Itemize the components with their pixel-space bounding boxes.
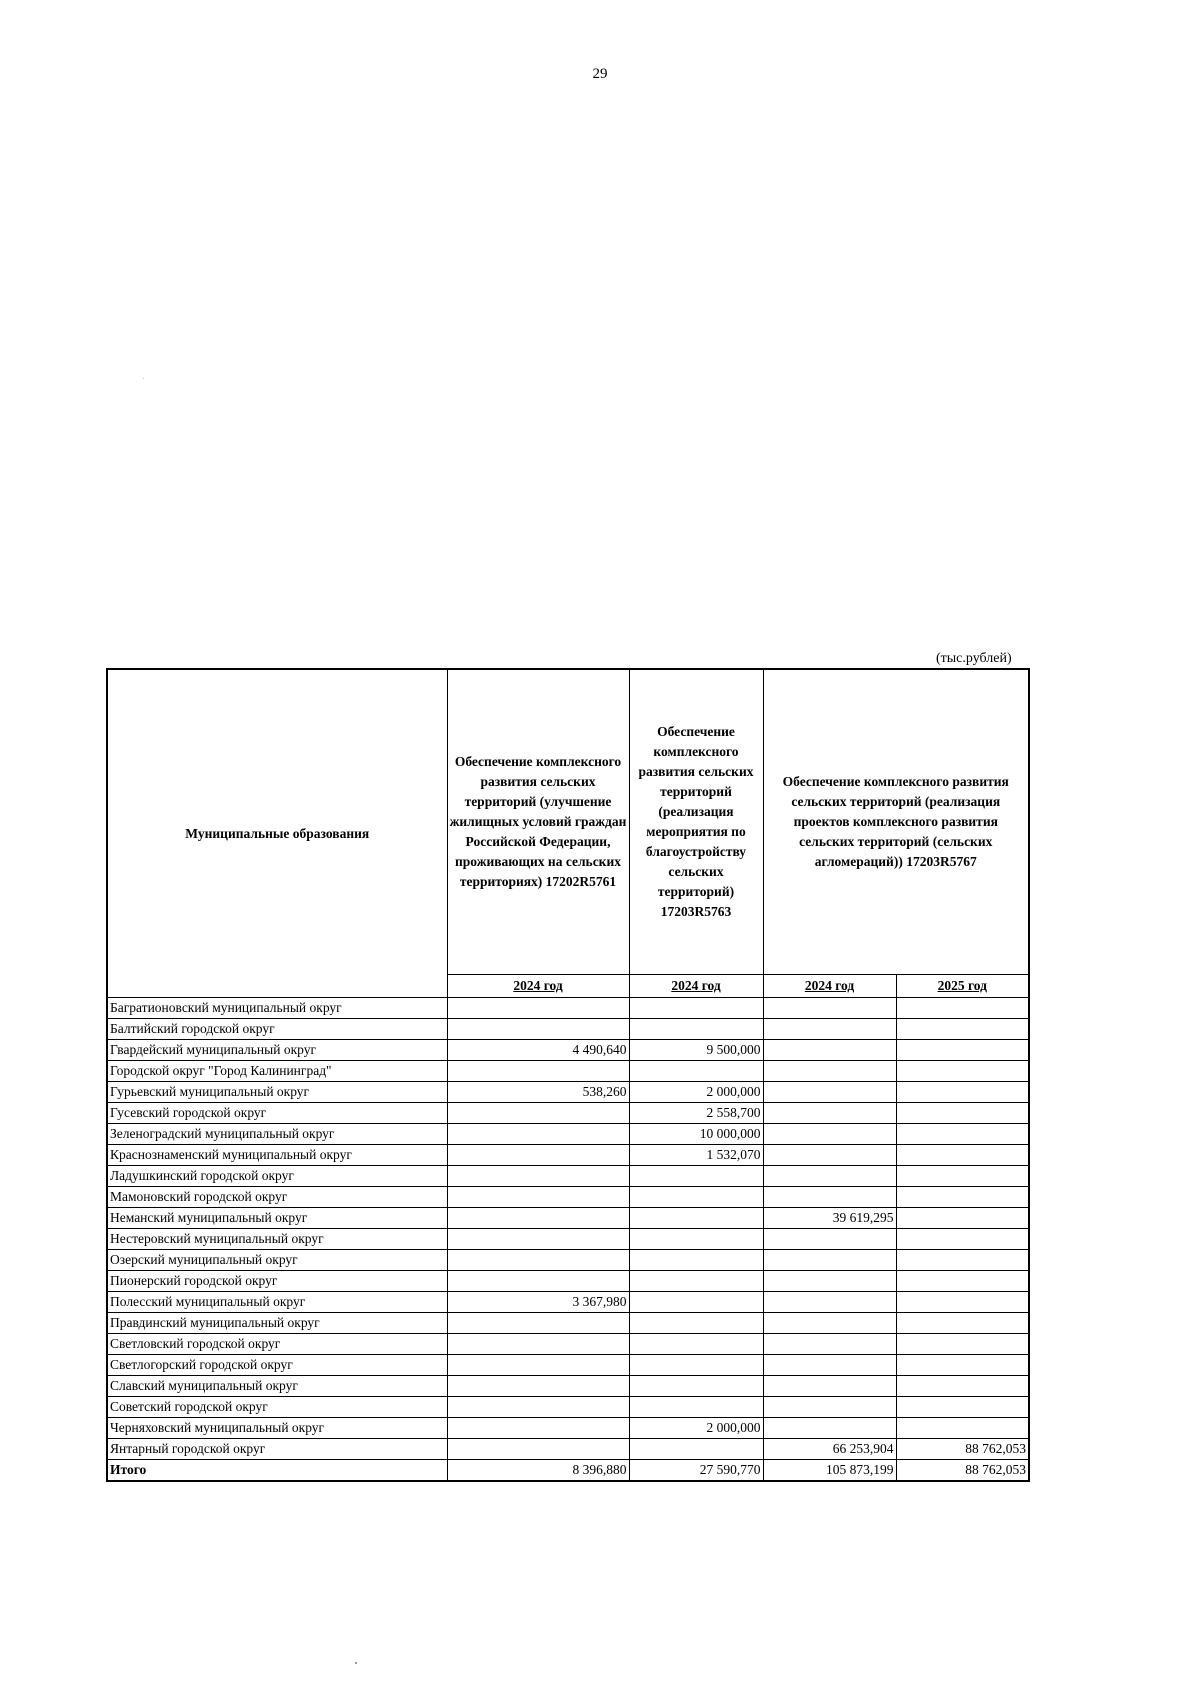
table-row [107,1313,1029,1334]
total-label: Итого [107,1460,447,1482]
table-row [107,1082,1029,1103]
table-row [107,1271,1029,1292]
value-cell [896,1334,1029,1355]
scan-speck [355,1662,357,1664]
value-cell [763,1166,896,1187]
header-row [107,669,1029,975]
value-cell [763,1397,896,1418]
value-cell [896,1124,1029,1145]
value-cell [896,1166,1029,1187]
municipality-name: Балтийский городской округ [107,1019,447,1040]
value-cell [896,1208,1029,1229]
value-cell: 2 000,000 [629,1082,763,1103]
value-cell: 2 000,000 [629,1418,763,1439]
value-cell [763,1103,896,1124]
value-cell [896,1292,1029,1313]
value-cell [447,1334,629,1355]
value-cell [447,1376,629,1397]
header-housing: Обеспечение комплексного развития сельских территорий (улучшение жилищных условий граждан Российской Федерации, проживающих на сельских территориях) 17202R5761 [447,669,629,975]
value-cell [629,1166,763,1187]
municipality-name: Светловский городской округ [107,1334,447,1355]
value-cell [763,1292,896,1313]
value-cell [447,1271,629,1292]
table-row [107,1334,1029,1355]
value-cell: 39 619,295 [763,1208,896,1229]
value-cell [763,1418,896,1439]
value-cell [896,1313,1029,1334]
value-cell [763,1250,896,1271]
value-cell [447,1250,629,1271]
value-cell: 4 490,640 [447,1040,629,1061]
scan-speck [143,378,144,379]
table-row [107,998,1029,1019]
value-cell [447,1313,629,1334]
year-cell: 2024 год [447,975,629,998]
year-cell: 2024 год [763,975,896,998]
value-cell [896,1229,1029,1250]
budget-table [106,668,1030,1482]
value-cell [447,1019,629,1040]
value-cell [447,1103,629,1124]
value-cell [763,1145,896,1166]
value-cell: 1 532,070 [629,1145,763,1166]
table-row [107,1355,1029,1376]
value-cell [763,1082,896,1103]
table-row [107,1103,1029,1124]
municipality-name: Светлогорский городской округ [107,1355,447,1376]
value-cell [763,1271,896,1292]
municipality-name: Озерский муниципальный округ [107,1250,447,1271]
value-cell [896,1145,1029,1166]
value-cell [447,1229,629,1250]
value-cell [896,1271,1029,1292]
header-agglomerations: Обеспечение комплексного развития сельских территорий (реализация проектов комплексного развития сельских территорий (сельских агломераций)) 17203R5767 [763,669,1029,975]
value-cell [629,1355,763,1376]
page-number: 29 [592,66,608,82]
municipality-name: Неманский муниципальный округ [107,1208,447,1229]
value-cell [763,1061,896,1082]
value-cell [447,1166,629,1187]
value-cell [896,1250,1029,1271]
municipality-name: Мамоновский городской округ [107,1187,447,1208]
value-cell [629,1376,763,1397]
total-value: 105 873,199 [763,1460,896,1482]
value-cell [629,1397,763,1418]
value-cell [629,998,763,1019]
value-cell [763,1187,896,1208]
municipality-name: Багратионовский муниципальный округ [107,998,447,1019]
value-cell [629,1250,763,1271]
value-cell: 66 253,904 [763,1439,896,1460]
value-cell [896,1019,1029,1040]
value-cell [447,1208,629,1229]
value-cell [896,1376,1029,1397]
value-cell: 538,260 [447,1082,629,1103]
year-cell: 2024 год [629,975,763,998]
value-cell [629,1019,763,1040]
value-cell [447,1439,629,1460]
value-cell [629,1439,763,1460]
value-cell [447,998,629,1019]
municipality-name: Краснознаменский муниципальный округ [107,1145,447,1166]
table-row [107,1292,1029,1313]
value-cell [629,1208,763,1229]
header-improvement: Обеспечение комплексного развития сельских территорий (реализация мероприятия по благоустройству сельских территорий) 17203R5763 [629,669,763,975]
value-cell [896,1040,1029,1061]
value-cell [447,1124,629,1145]
table-body [107,998,1029,1460]
value-cell [447,1061,629,1082]
value-cell [447,1355,629,1376]
municipality-name: Городской округ "Город Калининград" [107,1061,447,1082]
value-cell [763,1355,896,1376]
value-cell [763,1229,896,1250]
value-cell [763,1334,896,1355]
value-cell [896,1082,1029,1103]
municipality-name: Гусевский городской округ [107,1103,447,1124]
municipality-name: Ладушкинский городской округ [107,1166,447,1187]
value-cell [447,1145,629,1166]
table-row [107,1040,1029,1061]
table-row [107,1208,1029,1229]
table-row [107,1439,1029,1460]
total-value: 88 762,053 [896,1460,1029,1482]
value-cell [896,1418,1029,1439]
total-row [107,1460,1029,1482]
value-cell [763,998,896,1019]
municipality-name: Пионерский городской округ [107,1271,447,1292]
value-cell [763,1019,896,1040]
table-row [107,1250,1029,1271]
budget-table-container [106,668,1028,1482]
total-value: 8 396,880 [447,1460,629,1482]
municipality-name: Советский городской округ [107,1397,447,1418]
value-cell [447,1418,629,1439]
value-cell [629,1061,763,1082]
table-row [107,1376,1029,1397]
value-cell [629,1229,763,1250]
municipality-name: Правдинский муниципальный округ [107,1313,447,1334]
value-cell [763,1124,896,1145]
value-cell [896,1061,1029,1082]
value-cell: 2 558,700 [629,1103,763,1124]
municipality-name: Нестеровский муниципальный округ [107,1229,447,1250]
municipality-name: Полесский муниципальный округ [107,1292,447,1313]
table-row [107,1229,1029,1250]
value-cell: 9 500,000 [629,1040,763,1061]
table-row [107,1019,1029,1040]
table-row [107,1397,1029,1418]
table-row [107,1187,1029,1208]
value-cell [763,1376,896,1397]
municipality-name: Гвардейский муниципальный округ [107,1040,447,1061]
value-cell [896,1397,1029,1418]
value-cell: 10 000,000 [629,1124,763,1145]
table-row [107,1124,1029,1145]
header-municipalities: Муниципальные образования [107,669,447,998]
municipality-name: Янтарный городской округ [107,1439,447,1460]
value-cell: 88 762,053 [896,1439,1029,1460]
value-cell [447,1397,629,1418]
municipality-name: Зеленоградский муниципальный округ [107,1124,447,1145]
municipality-name: Славский муниципальный округ [107,1376,447,1397]
year-cell: 2025 год [896,975,1029,998]
total-value: 27 590,770 [629,1460,763,1482]
value-cell [447,1187,629,1208]
value-cell [896,1355,1029,1376]
value-cell [896,1187,1029,1208]
value-cell [896,998,1029,1019]
municipality-name: Черняховский муниципальный округ [107,1418,447,1439]
value-cell [629,1292,763,1313]
units-label: (тыс.рублей) [936,651,1012,666]
value-cell [763,1313,896,1334]
value-cell [629,1187,763,1208]
value-cell [763,1040,896,1061]
value-cell: 3 367,980 [447,1292,629,1313]
table-row [107,1166,1029,1187]
value-cell [896,1103,1029,1124]
table-row [107,1145,1029,1166]
value-cell [629,1313,763,1334]
municipality-name: Гурьевский муниципальный округ [107,1082,447,1103]
table-row [107,1061,1029,1082]
table-row [107,1418,1029,1439]
value-cell [629,1334,763,1355]
value-cell [629,1271,763,1292]
